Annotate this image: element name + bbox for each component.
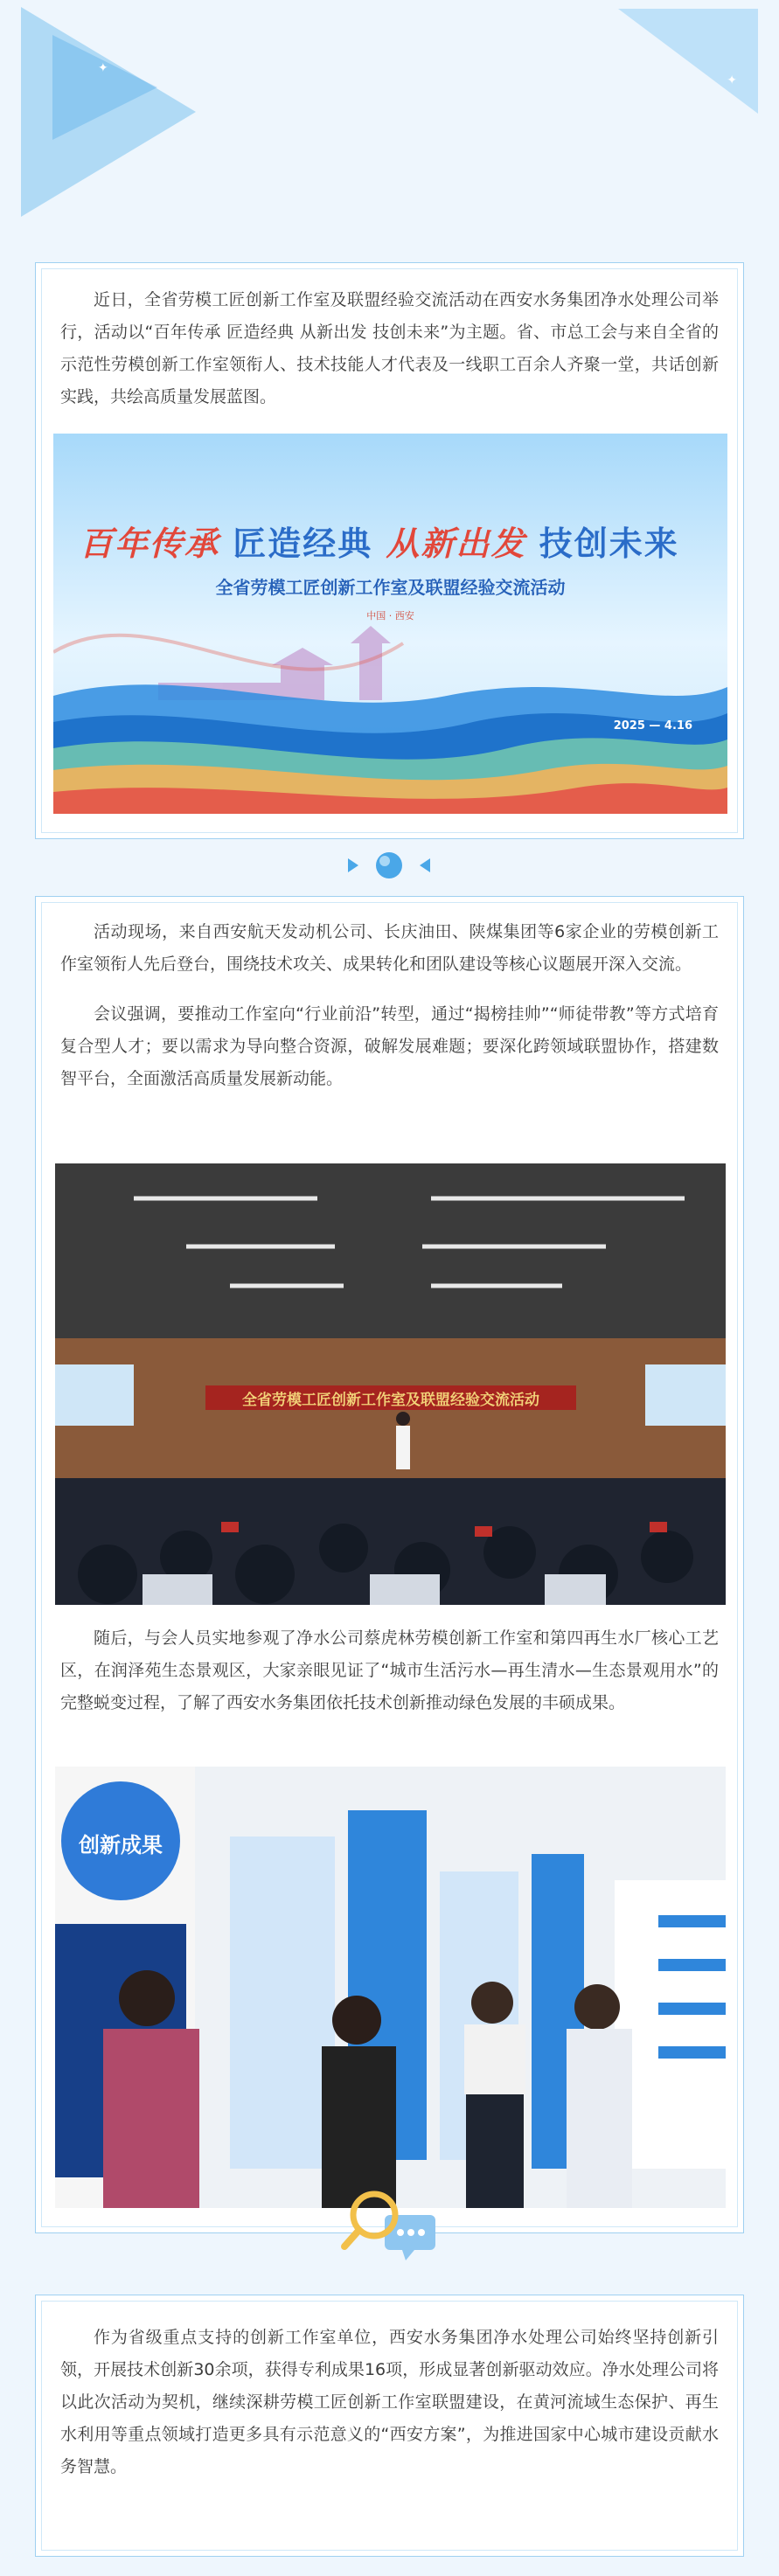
banner-title-part: 百年传承	[80, 524, 220, 563]
magnifier-chat-icon	[339, 2185, 444, 2264]
banner-title	[80, 517, 679, 565]
header-decoration	[0, 0, 779, 262]
intro-card	[35, 262, 744, 839]
event-banner-image	[53, 434, 727, 814]
exhibit-photo	[55, 1767, 726, 2208]
intro-paragraph: 近日，全省劳模工匠创新工作室及联盟经验交流活动在西安水务集团净水处理公司举行，活动以“百年传承 匠造经典 从新出发 技创未来”为主题。省、市总工会与来自全省的示范性劳模创新工作室领衔人、技术技能人才代表及一线职工百余人齐聚一堂，共话创新实践，共绘高质量发展蓝图。	[60, 290, 719, 406]
decorative-triangle	[52, 35, 157, 140]
exhibit-sign-text: 创新成果	[79, 1833, 163, 1857]
banner-subtitle: 全省劳模工匠创新工作室及联盟经验交流活动	[215, 577, 566, 598]
activity-paragraph: 活动现场，来自西安航天发动机公司、长庆油田、陕煤集团等6家企业的劳模创新工作室领衔人先后登台，围绕技术攻关、成果转化和团队建设等核心议题展开深入交流。	[60, 922, 719, 974]
visit-paragraph: 随后，与会人员实地参观了净水公司蔡虎林劳模创新工作室和第四再生水厂核心工艺区，在润泽苑生态景观区，大家亲眼见证了“城市生活污水—再生清水—生态景观用水”的完整蜕变过程，了解了西安水务集团依托技术创新推动绿色发展的丰硕成果。	[60, 1628, 719, 1712]
banner-location: 中国 · 西安	[366, 610, 414, 621]
sparkle-icon: ✦	[727, 73, 737, 87]
banner-title-part: 技创未来	[539, 524, 679, 563]
meeting-photo	[55, 1163, 726, 1605]
banner-title-part: 匠造经典	[233, 524, 373, 563]
activity-card	[35, 896, 744, 2233]
decorative-triangle	[618, 9, 758, 114]
emphasis-paragraph: 会议强调，要推动工作室向“行业前沿”转型，通过“揭榜挂帅”“师徒带教”等方式培育复合型人才；要以需求为导向整合资源，破解发展难题；要深化跨领域联盟协作，搭建数智平台，全面激活高质量发展新动能。	[60, 1004, 719, 1088]
summary-card	[35, 2295, 744, 2557]
meeting-banner-text: 全省劳模工匠创新工作室及联盟经验交流活动	[242, 1392, 539, 1409]
meeting-scene-graphic	[55, 1163, 726, 1605]
sparkle-icon: ✦	[98, 61, 108, 75]
banner-date: 2025 — 4.16	[613, 719, 692, 733]
banner-background-graphic	[53, 434, 727, 814]
banner-title-part: 从新出发	[386, 524, 526, 563]
section-divider	[0, 848, 779, 883]
summary-paragraph: 作为省级重点支持的创新工作室单位，西安水务集团净水处理公司始终坚持创新引领，开展技术创新30余项，获得专利成果16项，形成显著创新驱动效应。净水处理公司将以此次活动为契机，继续深耕劳模工匠创新工作室联盟建设，在黄河流域生态保护、再生水利用等重点领域打造更多具有示范意义的“西安方案”，为推进国家中心城市建设贡献水务智慧。	[60, 2328, 719, 2476]
